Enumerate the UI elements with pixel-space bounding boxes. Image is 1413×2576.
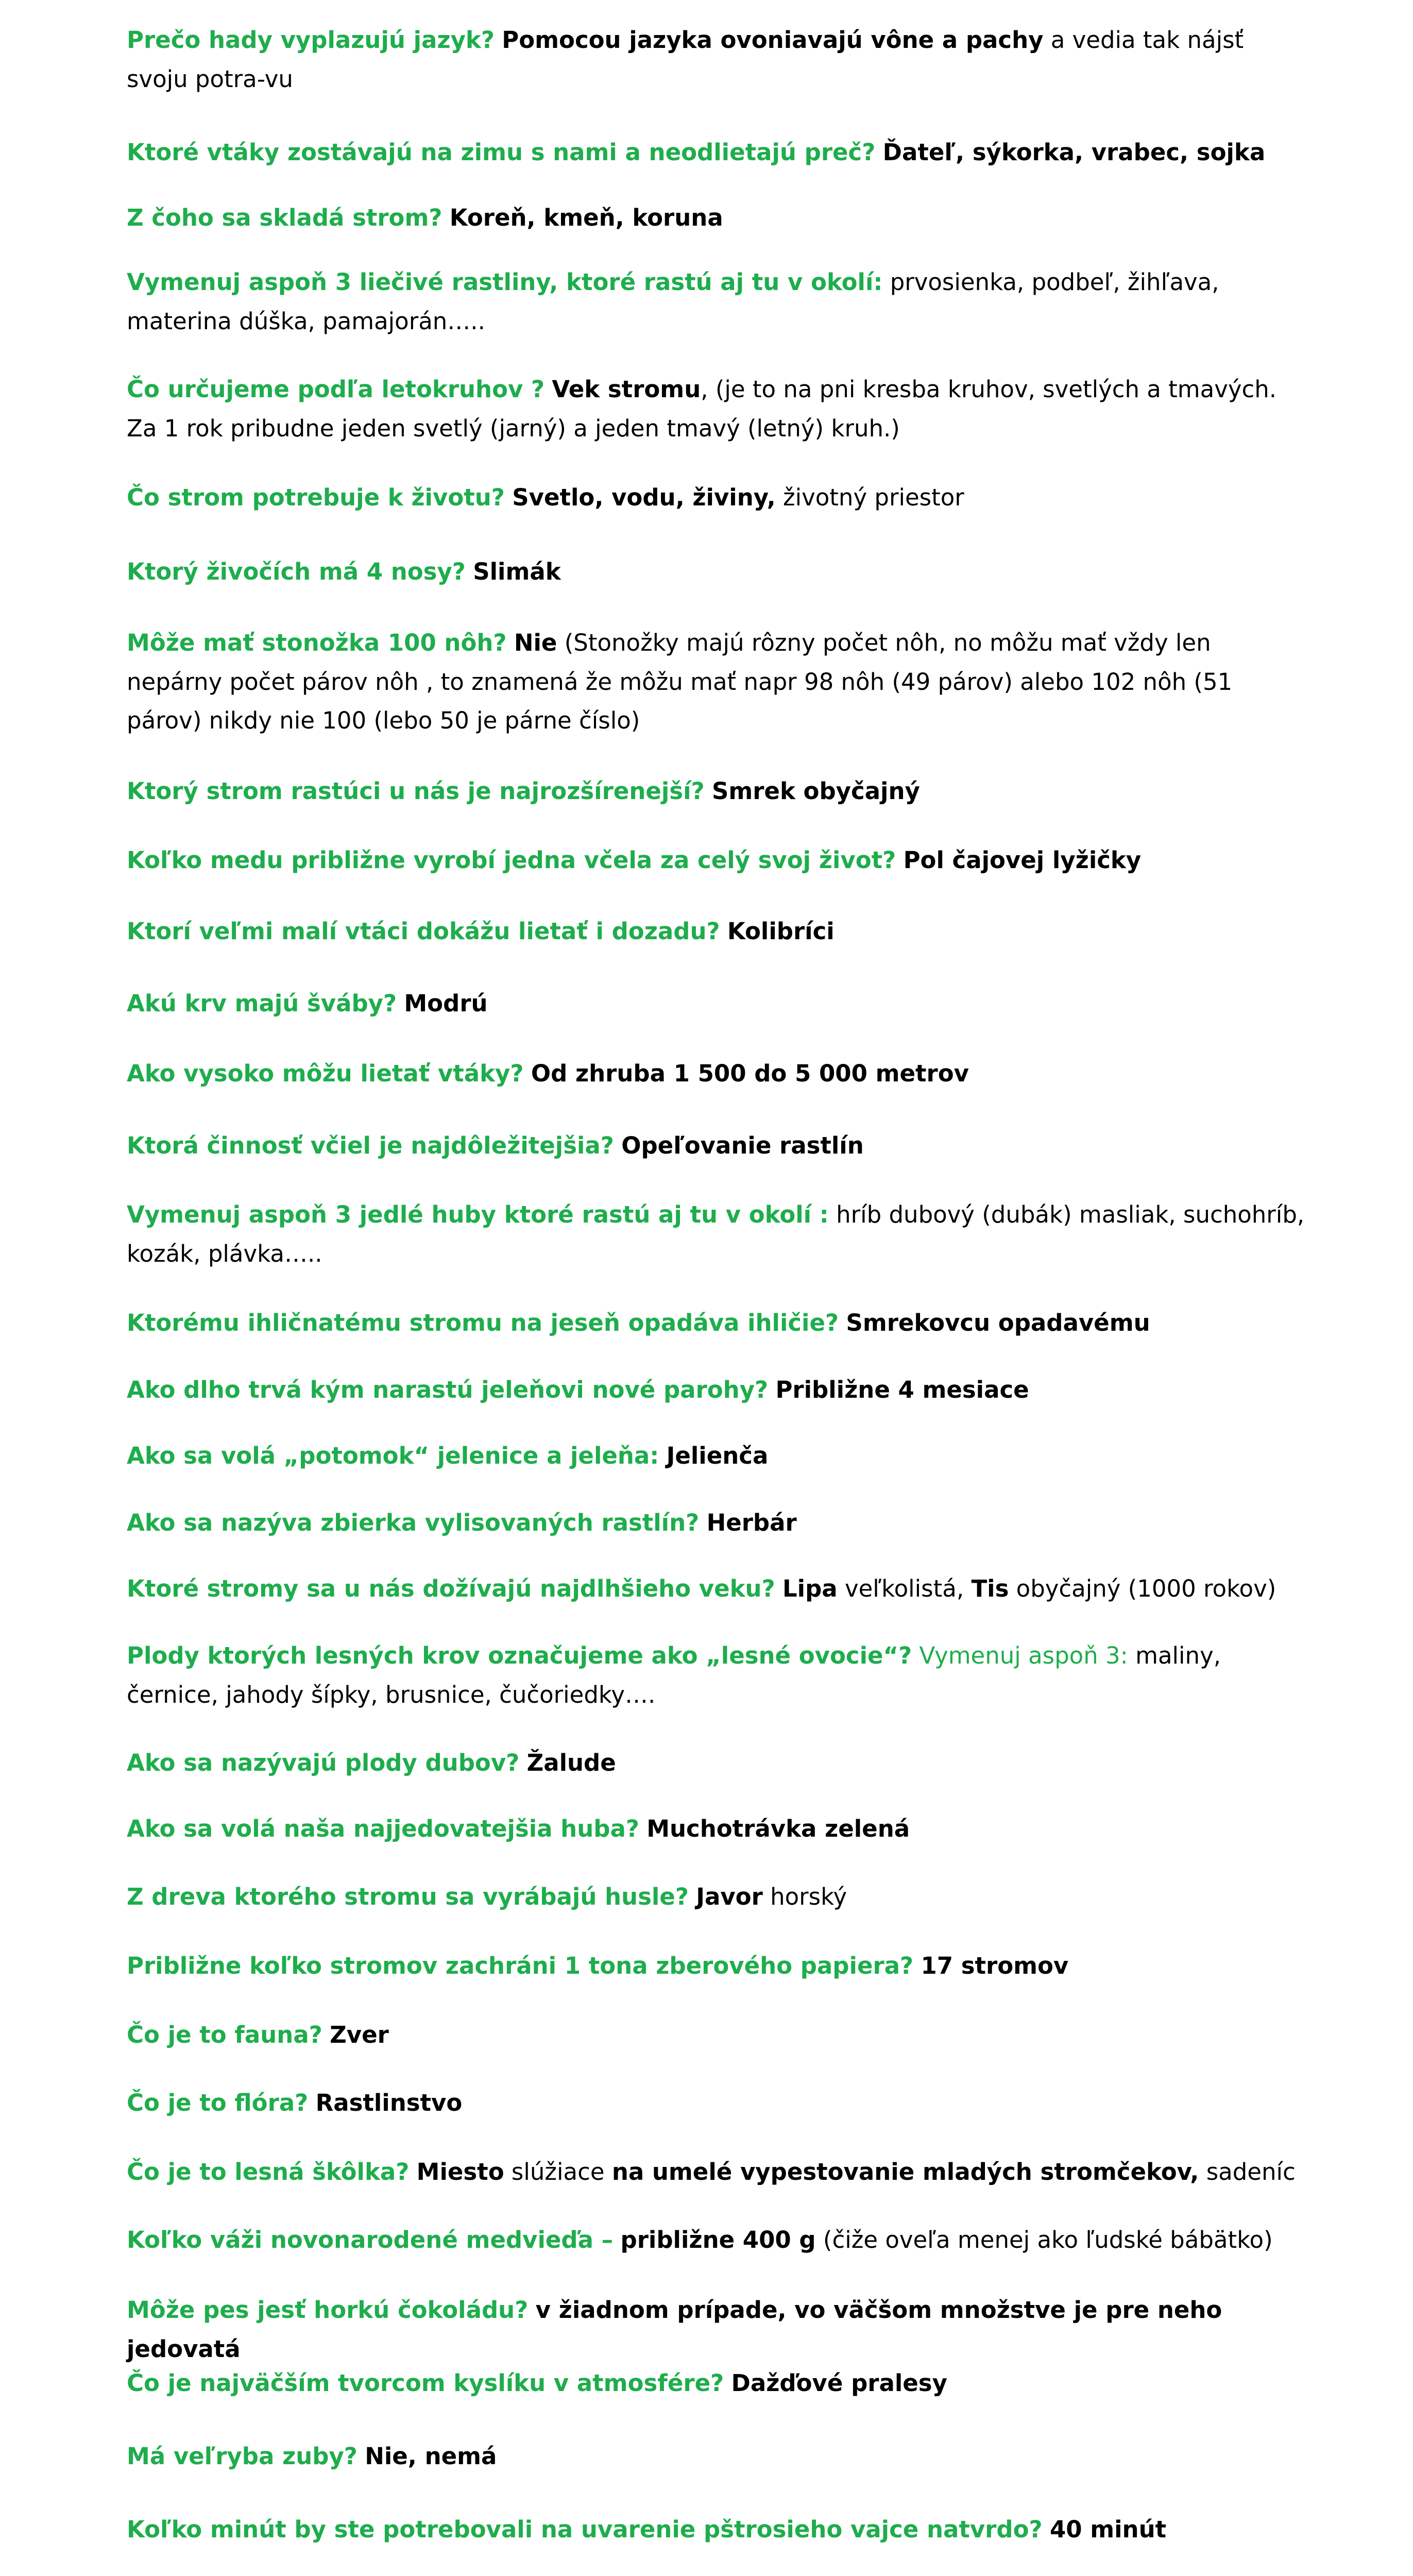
question-text: Akú krv majú šváby? [127, 990, 397, 1017]
question-text: Ako vysoko môžu lietať vtáky? [127, 1060, 524, 1087]
answer-text: Pol čajovej lyžičky [903, 846, 1142, 874]
answer-text: Od zhruba 1 500 do 5 000 metrov [531, 1060, 969, 1087]
answer-text: (čiže oveľa menej ako ľudské bábätko) [815, 2226, 1273, 2253]
qa-item [127, 2364, 1312, 2403]
answer-text: Približne 4 mesiace [775, 1376, 1029, 1403]
answer-text: Herbár [706, 1509, 797, 1536]
question-text: Koľko medu približne vyrobí jedna včela za celý svoj život? [127, 846, 896, 874]
answer-text [720, 918, 727, 945]
question-text: Môže pes jesť horkú čokoládu? [127, 2296, 529, 2324]
answer-text [519, 1749, 526, 1776]
question-text: Ktorý strom rastúci u nás je najrozšírenejší? [127, 777, 705, 805]
answer-text: Pomocou jazyka ovoniavajú vône a pachy [502, 26, 1044, 54]
answer-text: slúžiace [504, 2158, 612, 2185]
qa-item [127, 2015, 1312, 2055]
answer-text [397, 990, 404, 1017]
answer-text [839, 1309, 846, 1336]
question-text: Ktorá činnosť včiel je najdôležitejšia? [127, 1132, 614, 1159]
qa-item [127, 2221, 1312, 2260]
question-text: Prečo hady vyplazujú jazyk? [127, 26, 495, 54]
question-text: Čo strom potrebuje k životu? [127, 484, 505, 511]
answer-text [505, 484, 512, 511]
question-text: Čo je najväčším tvorcom kyslíku v atmosfére? [127, 2369, 724, 2397]
answer-text: Kolibríci [727, 918, 835, 945]
qa-item [127, 1054, 1312, 1093]
answer-text: v žiadnom prípade, vo väčšom množstve je pre neho jedovatá [127, 2296, 1222, 2363]
answer-text: Muchotrávka zelená [646, 1815, 910, 1842]
qa-item [127, 552, 1312, 591]
answer-text: 17 stromov [921, 1952, 1069, 1979]
answer-text: a vedia tak nájsť svoju potra-vu [127, 26, 1244, 93]
qa-item [127, 1126, 1312, 1165]
qa-item [127, 1636, 1312, 1714]
qa-item [127, 1743, 1312, 1783]
question-text: Ktoré vtáky zostávajú na zimu s nami a neodlietajú preč? [127, 139, 876, 166]
question-text: Čo určujeme podľa letokruhov ? [127, 376, 545, 403]
answer-text: sadeníc [1199, 2158, 1296, 2185]
answer-text [524, 1060, 531, 1087]
answer-text [705, 777, 712, 805]
answer-text: obyčajný (1000 rokov) [1009, 1575, 1276, 1602]
qa-item [127, 1809, 1312, 1849]
answer-text: Dažďové pralesy [731, 2369, 947, 2397]
question-text: Čo je to flóra? [127, 2089, 309, 2116]
answer-text: Javor [696, 1883, 763, 1910]
qa-item [127, 2153, 1312, 2192]
question-text: Približne koľko stromov zachráni 1 tona zberového papiera? [127, 1952, 914, 1979]
qa-item [127, 984, 1312, 1023]
answer-text: Koreň, kmeň, koruna [449, 204, 723, 231]
answer-text: Jelienča [666, 1442, 769, 1469]
qa-item [127, 21, 1312, 98]
answer-text: Nie [514, 629, 557, 656]
question-text: Môže mať stonožka 100 nôh? [127, 629, 507, 656]
question-text: Čo je to fauna? [127, 2021, 322, 2048]
qa-item [127, 2083, 1312, 2123]
answer-text [442, 204, 449, 231]
answer-text: Smrekovcu opadavému [846, 1309, 1150, 1336]
question-text: Ktorí veľmi malí vtáci dokážu lietať i dozadu? [127, 918, 720, 945]
answer-text [409, 2158, 416, 2185]
answer-text [896, 846, 903, 874]
answer-text [528, 2296, 535, 2324]
answer-text [913, 1952, 921, 1979]
answer-text [875, 139, 882, 166]
question-text: Vymenuj aspoň 3 liečivé rastliny, ktoré rastú aj tu v okolí: [127, 268, 883, 296]
question-text: Ktoré stromy sa u nás dožívajú najdlhšieho veku? [127, 1575, 775, 1602]
answer-text: Vek stromu [552, 376, 701, 403]
answer-text: veľkolistá, [837, 1575, 972, 1602]
answer-text: Svetlo, vodu, živiny, [512, 484, 776, 511]
answer-text: maliny, černice, jahody šípky, brusnice, čučoriedky…. [127, 1642, 1221, 1708]
question-text: Koľko minút by ste potrebovali na uvarenie pštrosieho vajce natvrdo? [127, 2516, 1043, 2543]
question-text: Ako sa volá naša najjedovatejšia huba? [127, 1815, 639, 1842]
question-text: Vymenuj aspoň 3: [912, 1642, 1128, 1669]
answer-text [614, 1132, 621, 1159]
qa-item [127, 1877, 1312, 1917]
qa-item [127, 912, 1312, 951]
answer-text: horský [762, 1883, 847, 1910]
answer-text [775, 1575, 782, 1602]
question-text: Ako dlho trvá kým narastú jeleňovi nové parohy? [127, 1376, 769, 1403]
qa-item [127, 2291, 1312, 2368]
answer-text [544, 376, 552, 403]
answer-text: Smrek obyčajný [711, 777, 920, 805]
answer-text: Tis [971, 1575, 1009, 1602]
qa-item [127, 198, 1312, 238]
question-text: Ktorý živočích má 4 nosy? [127, 558, 466, 585]
qa-item [127, 1303, 1312, 1343]
qa-item [127, 263, 1312, 341]
question-text: Koľko váži novonarodené medvieďa – [127, 2226, 614, 2253]
answer-text: Zver [330, 2021, 389, 2048]
answer-text [495, 26, 502, 54]
answer-text: približne 400 g [620, 2226, 816, 2253]
question-text: Má veľryba zuby? [127, 2443, 357, 2470]
answer-text: Slimák [473, 558, 561, 585]
answer-text: Miesto [416, 2158, 504, 2185]
question-text: Plody ktorých lesných krov označujeme ako „lesné ovocie“? [127, 1642, 912, 1669]
answer-text: (Stonožky majú rôzny počet nôh, no môžu mať vždy len nepárny počet párov nôh , to znamená že môžu mať napr 98 nôh (49 párov) alebo 102 nôh (51 párov) nikdy nie 100 (lebo 50 je párne číslo) [127, 629, 1233, 735]
qa-item [127, 478, 1312, 517]
question-text: Vymenuj aspoň 3 jedlé huby ktoré rastú aj tu v okolí : [127, 1201, 829, 1228]
qa-item [127, 1503, 1312, 1543]
answer-text: Rastlinstvo [315, 2089, 463, 2116]
answer-text [724, 2369, 731, 2397]
answer-text [768, 1376, 775, 1403]
answer-text: Ďateľ, sýkorka, vrabec, sojka [882, 139, 1266, 166]
qa-item [127, 1436, 1312, 1476]
answer-text [1043, 2516, 1050, 2543]
question-text: Ako sa nazýva zbierka vylisovaných rastlín? [127, 1509, 700, 1536]
qa-item [127, 841, 1312, 880]
qa-item [127, 623, 1312, 740]
answer-text [308, 2089, 315, 2116]
answer-text: , (je to na pni kresba kruhov, svetlých a tmavých. Za 1 rok pribudne jeden svetlý (jarný) a jeden tmavý (letný) kruh.) [127, 376, 1277, 442]
qa-item [127, 2437, 1312, 2476]
answer-text: hríb dubový (dubák) masliak, suchohríb, kozák, plávka….. [127, 1201, 1305, 1267]
answer-text [507, 629, 514, 656]
question-text: Z čoho sa skladá strom? [127, 204, 442, 231]
answer-text [689, 1883, 696, 1910]
answer-text [357, 2443, 365, 2470]
question-text: Ako sa volá „potomok“ jelenice a jeleňa: [127, 1442, 659, 1469]
qa-item [127, 2510, 1312, 2549]
qa-item [127, 1946, 1312, 1986]
answer-text [659, 1442, 666, 1469]
question-text: Ako sa nazývajú plody dubov? [127, 1749, 520, 1776]
answer-text: Lipa [782, 1575, 838, 1602]
question-text: Čo je to lesná škôlka? [127, 2158, 410, 2185]
answer-text [639, 1815, 646, 1842]
question-text: Ktorému ihličnatému stromu na jeseň opadáva ihličie? [127, 1309, 839, 1336]
question-text: Z dreva ktorého stromu sa vyrábajú husle? [127, 1883, 689, 1910]
answer-text: 40 minút [1049, 2516, 1167, 2543]
answer-text: Opeľovanie rastlín [621, 1132, 864, 1159]
answer-text: Žalude [526, 1749, 616, 1776]
answer-text: životný priestor [775, 484, 964, 511]
qa-item [127, 1370, 1312, 1410]
answer-text: Nie, nemá [365, 2443, 497, 2470]
answer-text [322, 2021, 330, 2048]
qa-item [127, 133, 1312, 172]
answer-text [466, 558, 473, 585]
answer-text: Modrú [404, 990, 488, 1017]
answer-text: prvosienka, podbeľ, žihľava, materina dúška, pamajorán….. [127, 268, 1219, 335]
qa-item [127, 1195, 1312, 1273]
answer-text [699, 1509, 706, 1536]
qa-item [127, 1569, 1312, 1608]
answer-text: na umelé vypestovanie mladých stromčekov, [611, 2158, 1199, 2185]
qa-item [127, 772, 1312, 811]
qa-item [127, 370, 1312, 448]
answer-text [613, 2226, 620, 2253]
